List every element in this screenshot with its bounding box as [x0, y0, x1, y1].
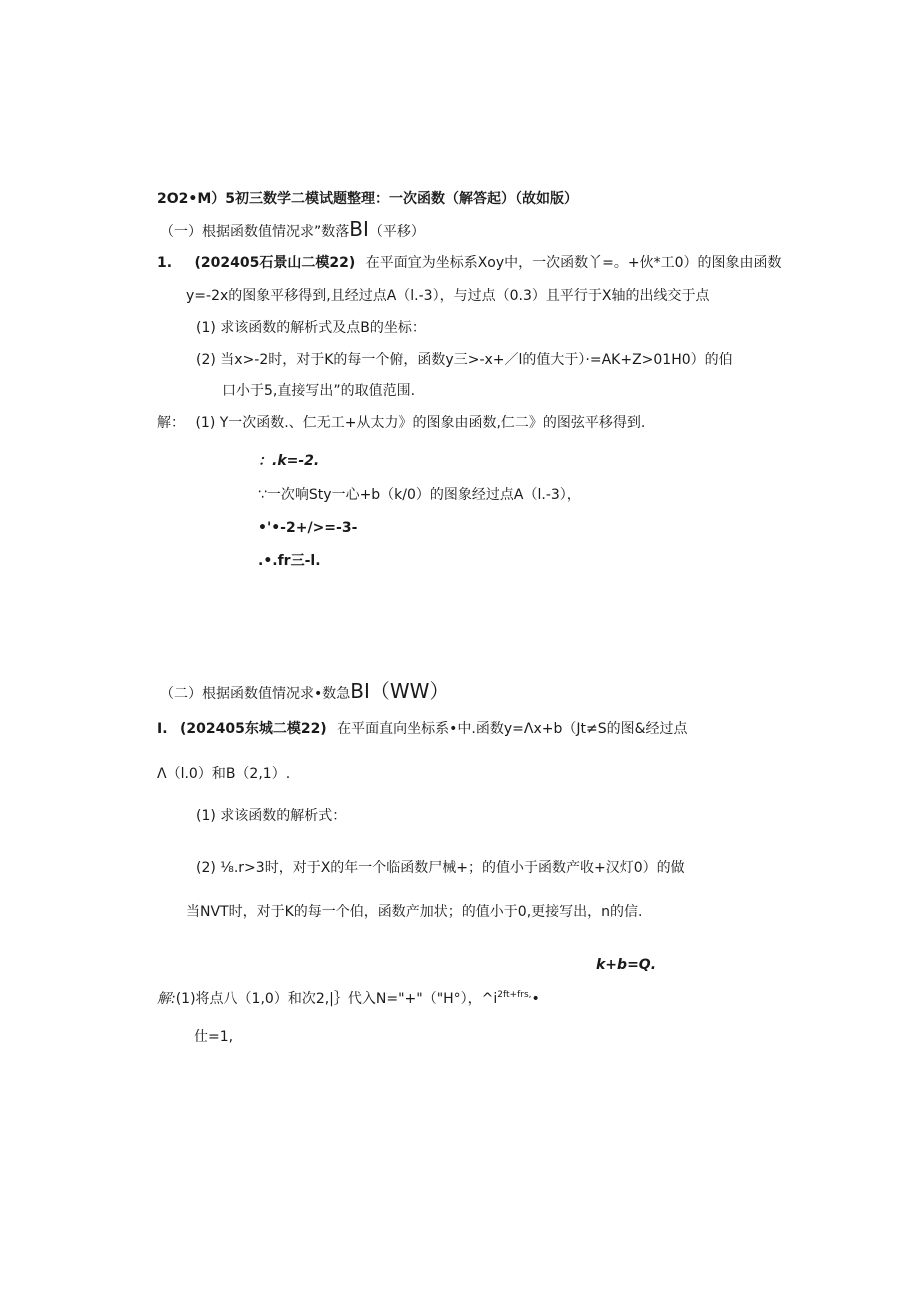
section-1-suffix: （平移） — [368, 224, 425, 240]
solution-1-step-2: ∵一次响Sty一心+b（k/0）的图象经过点A（l.-3）， — [258, 487, 581, 503]
question-1-line-2: y=-2x的图象平移得到,且经过点A（l.-3），与过点（0.3）且平行于X轴的出线交于点 — [186, 288, 710, 304]
solution-2-text: (1)将点八（1,0）和次2,|｝代入N="+"（"H°），^i — [175, 991, 498, 1007]
question-1-source: (202405石景山二模22) — [194, 255, 356, 271]
solution-1-step-1: ：.k=-2. — [258, 453, 320, 469]
question-1-number: 1. — [157, 255, 173, 271]
solution-2-label: 解: — [157, 991, 176, 1007]
section-2-big-text: BI（WW） — [350, 679, 450, 703]
question-1-line-1 — [157, 253, 782, 273]
section-2-prefix: （二）根据函数值情况求•数急 — [160, 686, 351, 702]
section-2-heading — [160, 681, 449, 704]
question-2-stem: 在平面直向坐标系•中.函数y=Λx+b（Jt≠S的图&经过点 — [337, 721, 688, 737]
question-1-subquestion-1: (1) 求该函数的解析式及点B的坐标： — [196, 320, 426, 336]
solution-2-superscript: 2ft+frs, — [497, 990, 532, 1000]
solution-1-text: (1) Y一次函数.、仁无工+从太力》的图象由函数,仁二》的图弦平移得到. — [195, 415, 646, 431]
solution-2-equation: k+b=Q. — [596, 957, 657, 973]
solution-1-label: 解： — [157, 415, 185, 431]
solution-2-line-2: 仕=1, — [194, 1029, 234, 1045]
question-2-line-1 — [157, 719, 688, 739]
doc-title: 2O2•M）5初三数学二模试题整理：一次函数（解答起）（故如版） — [157, 191, 579, 207]
solution-2-line-1 — [157, 985, 540, 1009]
question-2-source: (202405东城二模22) — [179, 721, 327, 737]
question-2-subquestion-1: (1) 求该函数的解析式： — [196, 808, 347, 824]
question-1-subquestion-2-cont: 口小于5,直接写出”的取值范围. — [222, 383, 416, 399]
solution-1-step-4: .•.fr三-l. — [258, 553, 321, 569]
section-1-big-text: BI — [349, 217, 369, 241]
solution-2-end-mark: • — [531, 991, 540, 1007]
question-2-subquestion-2-cont: 当NVT时，对于K的每一个伯，函数产加状；的值小于0,更接写出，n的信. — [186, 904, 643, 920]
question-1-stem: 在平面宜为坐标系Xoy中，一次函数丫=。+伙*工0）的图象由函数 — [365, 255, 782, 271]
solution-1-step-3: •'•-2+/>=-3- — [258, 520, 358, 536]
solution-1-line-1 — [157, 413, 645, 433]
question-2-line-2: Λ（l.0）和B（2,1）. — [157, 766, 291, 782]
section-1-heading — [160, 219, 425, 242]
section-1-prefix: （一）根据函数值情况求”数落 — [160, 224, 350, 240]
question-2-number: I. — [157, 721, 168, 737]
question-1-subquestion-2: (2) 当x>-2时，对于K的每一个俯，函数y三>-x+／l的值大于）·=AK+Z>01H0）的伯 — [196, 352, 733, 368]
question-2-subquestion-2: (2) ⅛.r>3时，对于X的年一个临函数尸械+；的值小于函数产收+汉灯0）的做 — [196, 860, 685, 876]
